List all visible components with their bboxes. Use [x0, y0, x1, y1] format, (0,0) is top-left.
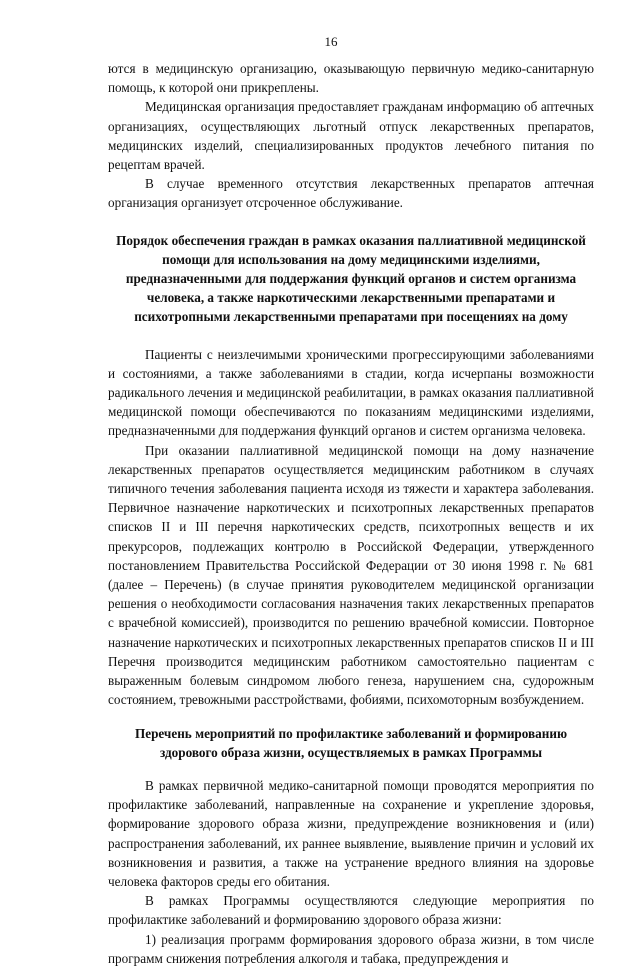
paragraph-palliative-drugs: При оказании паллиативной медицинской помощи на дому назначение лекарственных препаратов осуществляется медицинским работником в случаях типичного течения заболевания пациента исходя из тяжести и характера заболевания. Первичное назначение наркотических и психотропных лекарственных препаратов списков II и III перечня наркотических средств, психотропных веществ и их прекурсоров, подлежащих контролю в Российской Федерации, утвержденного постановлением Правительства Российской Федерации от 30 июня 1998 г. № 681 (далее – Перечень) (в случае принятия руководителем медицинской организации решения о необходимости согласования назначения таких лекарственных препаратов с врачебной комиссией), производится по решению врачебной комиссии. Повторное назначение наркотических и психотропных лекарственных препаратов списков II и III Перечня производится медицинским работником самостоятельно пациентам с выраженным болевым синдромом любого генеза, нарушением сна, судорожным состоянием, тревожными расстройствами, фобиями, психомоторным возбуждением. [108, 442, 594, 708]
section-heading-palliative: Порядок обеспечения граждан в рамках оказания паллиативной медицинской помощи для использования на дому медицинскими изделиями, предназначенными для поддержания функций органов и систем организма человека, а также наркотическими лекарственными препаратами и психотропными лекарственными препаратами при посещениях на дому [116, 232, 586, 325]
document-page [108, 32, 594, 968]
paragraph-pharmacy-info: Медицинская организация предоставляет гражданам информацию об аптечных организациях, осуществляющих льготный отпуск лекарственных препаратов, медицинских изделий, специализированных продуктов лечебного питания по рецептам врачей. [108, 99, 594, 173]
page-number: 16 [324, 34, 338, 49]
paragraph-deferred-service: В случае временного отсутствия лекарственных препаратов аптечная организация организует отсроченное обслуживание. [108, 176, 594, 211]
paragraph-prevention-list-intro: В рамках Программы осуществляются следующие мероприятия по профилактике заболеваний и формированию здорового образа жизни: [108, 893, 594, 928]
section-heading-prevention: Перечень мероприятий по профилактике заболеваний и формированию здорового образа жизни, осуществляемых в рамках Программы [134, 725, 568, 760]
paragraph-continuation: ются в медицинскую организацию, оказывающую первичную медико-санитарную помощь, к которой они прикреплены. [108, 61, 594, 96]
paragraph-list-item-1: 1) реализация программ формирования здорового образа жизни, в том числе программ снижения потребления алкоголя и табака, предупреждения и [108, 931, 594, 966]
paragraph-palliative-devices: Пациенты с неизлечимыми хроническими прогрессирующими заболеваниями и состояниями, а также заболеваниями в стадии, когда исчерпаны возможности радикального лечения и медицинской реабилитации, в рамках оказания паллиативной медицинской помощи обеспечиваются по показаниям медицинскими изделиями, предназначенными для поддержания функций органов и систем организма человека. [108, 346, 594, 439]
paragraph-prevention-scope: В рамках первичной медико-санитарной помощи проводятся мероприятия по профилактике заболеваний, направленные на сохранение и укрепление здоровья, формирование здорового образа жизни, предупреждение возникновения и (или) распространения заболеваний, их раннее выявление, выявление причин и условий их возникновения и развития, а также на устранение вредного влияния на здоровье человека факторов среды его обитания. [108, 777, 594, 889]
